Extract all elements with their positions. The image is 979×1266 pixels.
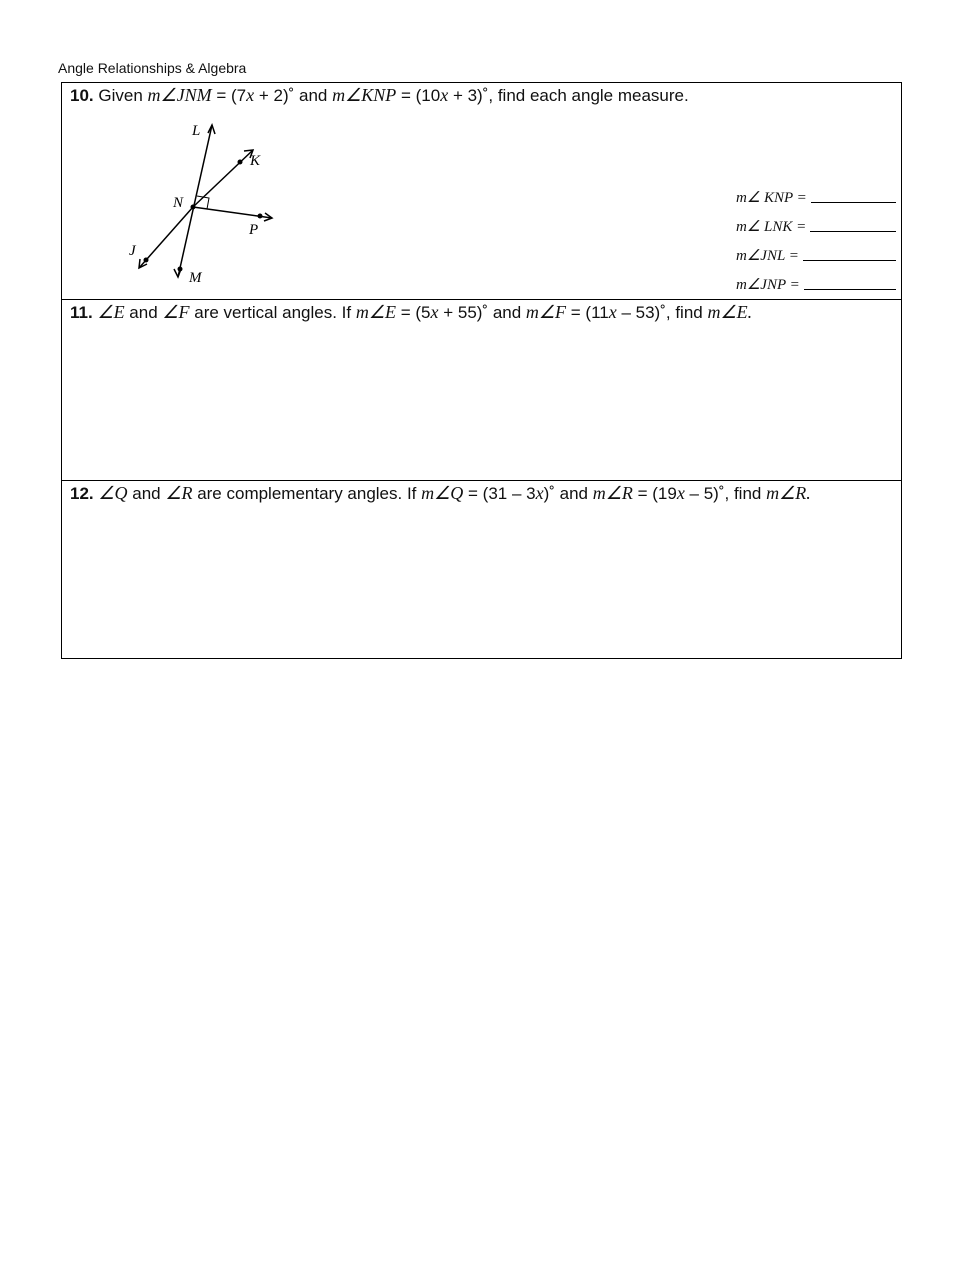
variable: x — [676, 483, 685, 503]
angle-expr: m∠Q — [421, 483, 464, 503]
problem-10-box — [61, 82, 902, 300]
angle-name: ∠R — [165, 483, 193, 503]
text: + 3)˚, find each angle measure. — [448, 86, 689, 105]
answer-label: m∠JNL = — [736, 248, 799, 264]
angle-expr: m∠E — [355, 302, 396, 322]
text: = (19 — [632, 484, 677, 503]
problem-12-text — [70, 483, 811, 504]
line-lm — [178, 125, 212, 277]
problem-number: 12. — [70, 484, 94, 503]
variable: x — [246, 85, 255, 105]
ray-nk — [193, 150, 253, 207]
problem-10-text — [70, 85, 689, 106]
angle-expr: m∠R — [592, 483, 633, 503]
variable: x — [430, 302, 439, 322]
angle-expr: m∠R. — [766, 483, 811, 503]
angle-name: ∠Q — [98, 483, 128, 503]
variable: x — [440, 85, 449, 105]
answer-label: m∠JNP = — [736, 277, 800, 293]
text: – 5)˚, find — [684, 484, 767, 503]
label-j: J — [129, 243, 136, 259]
angle-expr: m∠E. — [707, 302, 753, 322]
point-m — [178, 267, 183, 272]
text: are complementary angles. If — [192, 484, 422, 503]
answer-line — [736, 178, 896, 207]
point-j — [144, 258, 149, 263]
answer-blank[interactable] — [804, 289, 896, 290]
text: – 53)˚, find — [616, 303, 708, 322]
answer-blank[interactable] — [803, 260, 896, 261]
angle-name: ∠E — [97, 302, 125, 322]
label-l: L — [192, 123, 201, 139]
text: + 2)˚ and — [254, 86, 333, 105]
point-n — [191, 205, 196, 210]
text: and — [124, 303, 163, 322]
angle-diagram — [92, 113, 292, 293]
answer-line — [736, 207, 896, 236]
problem-12-box — [61, 480, 902, 659]
text: = (10 — [396, 86, 441, 105]
text: + 55)˚ and — [438, 303, 526, 322]
problem-number: 10. — [70, 86, 94, 105]
text: and — [127, 484, 166, 503]
answer-blank[interactable] — [810, 231, 896, 232]
answer-label: m∠ KNP = — [736, 190, 807, 206]
problem-number: 11. — [70, 303, 93, 322]
text: = (7 — [211, 86, 247, 105]
label-k: K — [250, 153, 261, 169]
text: = (5 — [395, 303, 431, 322]
text: )˚ and — [543, 484, 593, 503]
text: are vertical angles. If — [189, 303, 356, 322]
angle-expr: m∠F — [525, 302, 567, 322]
answer-list — [736, 178, 896, 294]
label-m: M — [189, 270, 202, 286]
answer-label: m∠ LNK = — [736, 219, 807, 235]
answer-line — [736, 236, 896, 265]
angle-name: ∠F — [162, 302, 190, 322]
problem-11-box — [61, 299, 902, 481]
text: Given — [98, 86, 148, 105]
variable: x — [608, 302, 617, 322]
angle-expr: m∠KNP — [332, 85, 397, 105]
label-n: N — [173, 195, 184, 211]
label-p: P — [249, 222, 259, 238]
page-header: Angle Relationships & Algebra — [58, 60, 247, 76]
angle-expr: m∠JNM — [147, 85, 212, 105]
answer-line — [736, 265, 896, 294]
problem-11-text — [70, 302, 752, 323]
point-p — [258, 214, 263, 219]
text: = (31 – 3 — [463, 484, 536, 503]
text: = (11 — [566, 303, 609, 322]
point-k — [238, 160, 243, 165]
variable: x — [535, 483, 544, 503]
answer-blank[interactable] — [811, 202, 896, 203]
